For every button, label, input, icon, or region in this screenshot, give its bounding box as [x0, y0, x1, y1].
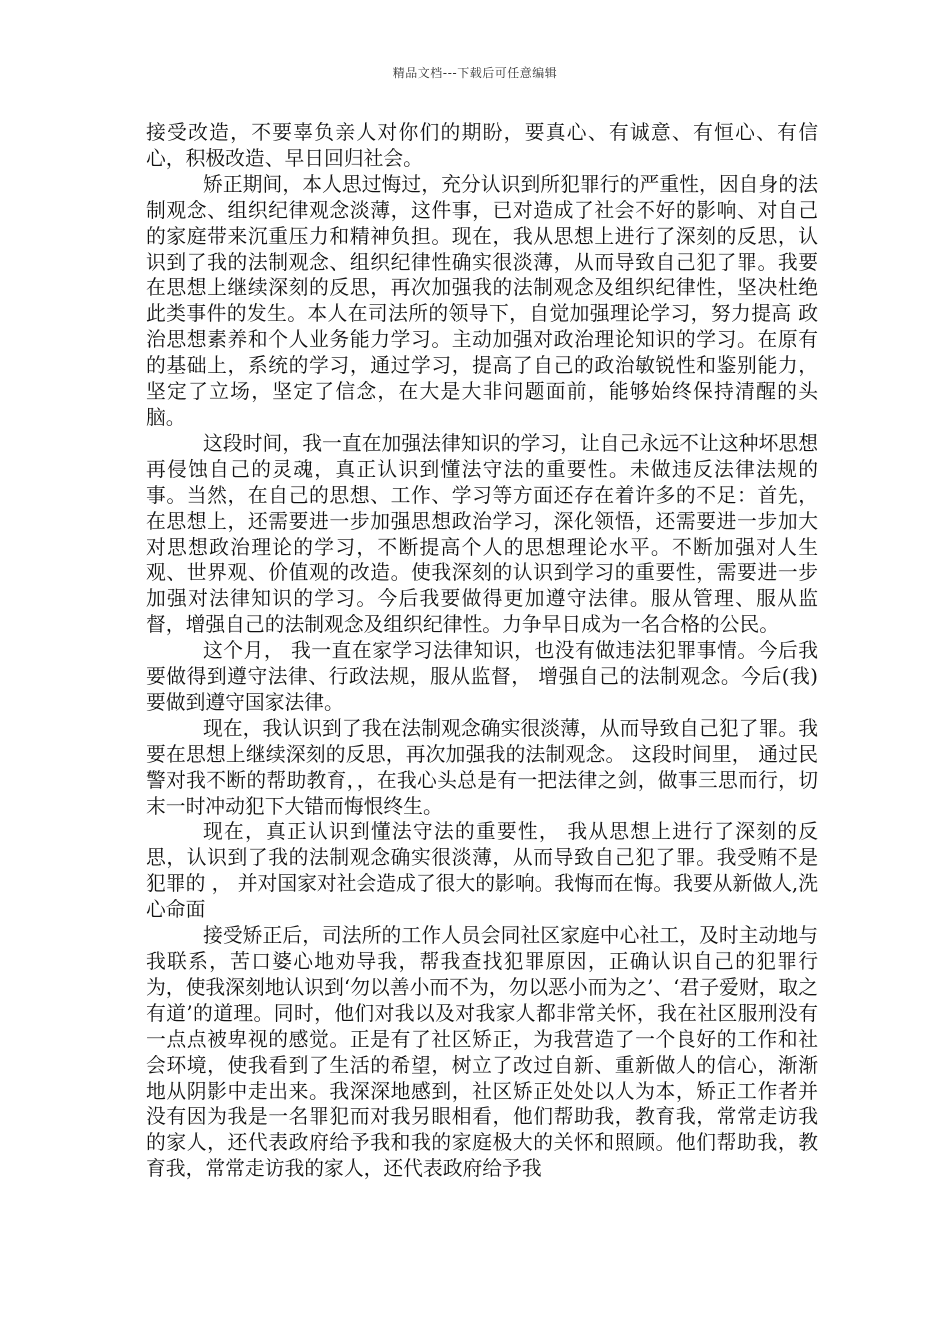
paragraph-2: 矫正期间，本人思过悔过，充分认识到所犯罪行的严重性，因自身的法制观念、组织纪律观念淡薄，这件事，已对造成了社会不好的影响、对自己的家庭带来沉重压力和精神负担。现在，我从思想上进行了深刻的反思，认识到了我的法制观念、组织纪律性确实很淡薄，从而导致自己犯了罪。我要在思想上继续深刻的反思，再次加强我的法制观念及组织纪律性，坚决杜绝此类事件的发生。本人在司法所的领导下，自觉加强理论学习，努力提高 政治思想素养和个人业务能力学习。主动加强对政治理论知识的学习。在原有的基础上，系统的学习，通过学习，提高了自己的政治敏锐性和鉴别能力，坚定了立场，坚定了信念，在大是大非问题面前，能够始终保持清醒的头脑。 [146, 172, 818, 429]
paragraph-3: 这段时间，我一直在加强法律知识的学习，让自己永远不让这种坏思想再侵蚀自己的灵魂，真正认识到懂法守法的重要性。未做违反法律法规的事。当然，在自己的思想、工作、学习等方面还存在着许多的不足：首先，在思想上，还需要进一步加强思想政治学习，深化领悟，还需要进一步加大对思想政治理论的学习，不断提高个人的思想理论水平。不断加强对人生观、世界观、价值观的改造。使我深刻的认识到学习的重要性，需要进一步加强对法律知识的学习。今后我要做得更加遵守法律。服从管理、服从监督，增强自己的法制观念及组织纪律性。力争早日成为一名合格的公民。 [146, 431, 818, 637]
document-body [146, 120, 818, 1182]
paragraph-5: 现在，我认识到了我在法制观念确实很淡薄，从而导致自己犯了罪。我要在思想上继续深刻的反思，再次加强我的法制观念。 这段时间里， 通过民警对我不断的帮助教育，，在我心头总是有一把法律之剑，做事三思而行，切末一时冲动犯下大错而悔恨终生。 [146, 716, 818, 818]
paragraph-4: 这个月， 我一直在家学习法律知识，也没有做违法犯罪事情。今后我要做得到遵守法律、行政法规，服从监督， 增强自己的法制观念。今后(我)要做到遵守国家法律。 [146, 639, 818, 714]
paragraph-1: 接受改造，不要辜负亲人对你们的期盼，要真心、有诚意、有恒心、有信心，积极改造、早日回归社会。 [146, 121, 818, 170]
paragraph-6: 现在，真正认识到懂法守法的重要性， 我从思想上进行了深刻的反思，认识到了我的法制观念确实很淡薄，从而导致自己犯了罪。我受贿不是犯罪的 ， 并对国家对社会造成了很大的影响。我悔而在悔。我要从新做人,洗心命面 [146, 820, 818, 922]
paragraph-7: 接受矫正后，司法所的工作人员会同社区家庭中心社工，及时主动地与我联系，苦口婆心地劝导我，帮我查找犯罪原因，正确认识自己的犯罪行为，使我深刻地认识到‘勿以善小而不为，勿以恶小而为之’、‘君子爱财，取之有道’的道理。同时，他们对我以及对我家人都非常关怀，我在社区服刑没有一点点被卑视的感觉。正是有了社区矫正，为我营造了一个良好的工作和社会环境，使我看到了生活的希望，树立了改过自新、重新做人的信心，渐渐地从阴影中走出来。我深深地感到，社区矫正处处以人为本，矫正工作者并没有因为我是一名罪犯而对我另眼相看，他们帮助我，教育我，常常走访我的家人，还代表政府给予我和我的家庭极大的关怀和照顾。他们帮助我，教育我，常常走访我的家人，还代表政府给予我 [146, 924, 818, 1181]
page-header-note: 精品文档---下载后可任意编辑 [392, 66, 558, 80]
